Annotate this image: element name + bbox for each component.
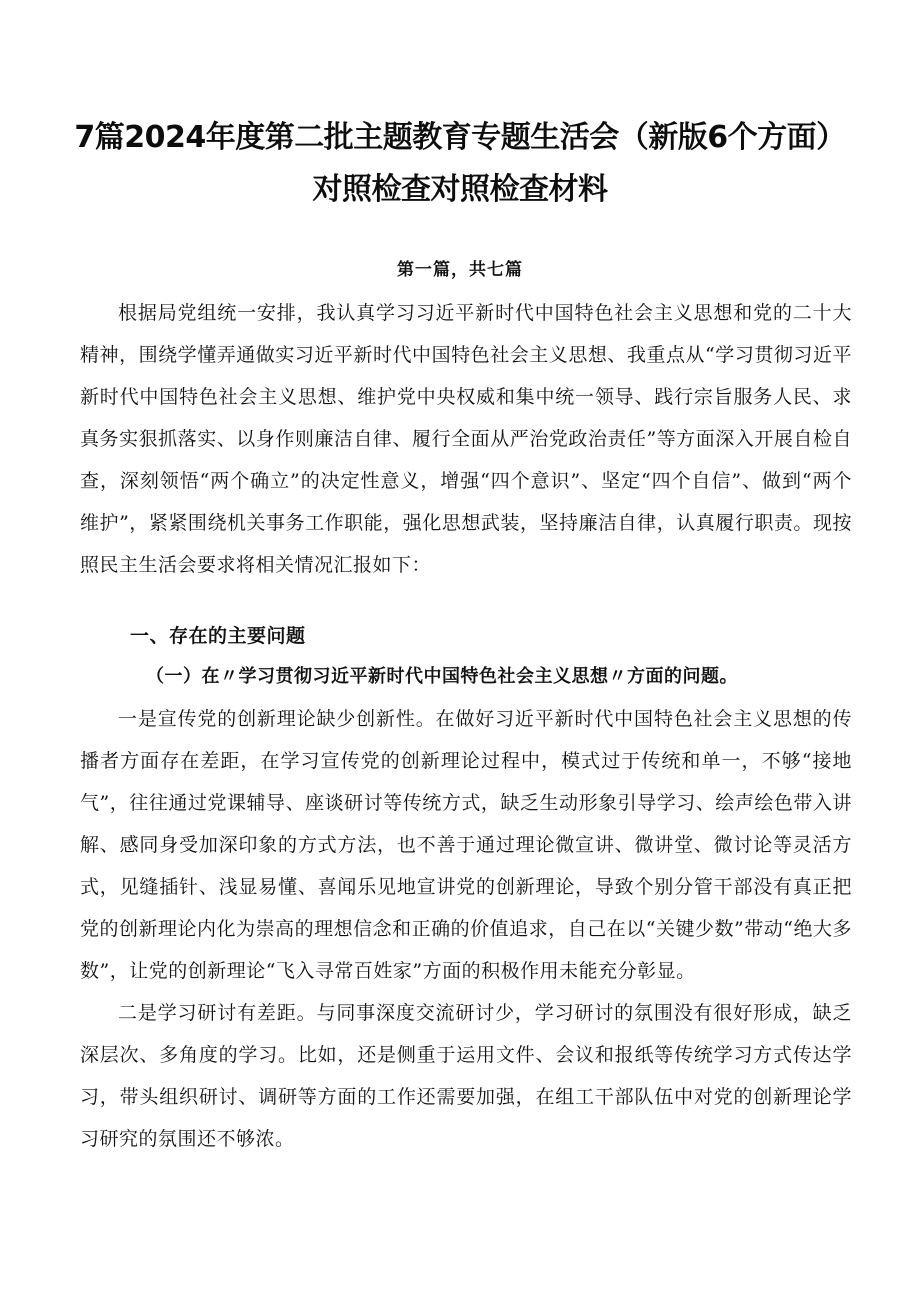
document-subtitle: 第一篇，共七篇 [397,260,523,280]
paragraph-2: 二是学习研讨有差距。与同事深度交流研讨少，学习研讨的氛围没有很好形成，缺乏深层次、多角度的学习。比如，还是侧重于运用文件、会议和报纸等传统学习方式传达学习，带头组织研讨、调研等方面的工作还需要加强，在组工干部队伍中对党的创新理论学习研究的氛围还不够浓。 [80,1002,852,1150]
body-block [80,698,852,1160]
sub-heading: （一）在〃学习贯彻习近平新时代中国特色社会主义思想〃方面的问题。 [146,666,738,687]
section-heading: 一、存在的主要问题 [130,625,306,647]
paragraph-1: 一是宣传党的创新理论缺少创新性。在做好习近平新时代中国特色社会主义思想的传播者方面存在差距，在学习宣传党的创新理论过程中，模式过于传统和单一，不够“接地气”，往往通过党课辅导、座谈研讨等传统方式，缺乏生动形象引导学习、绘声绘色带入讲解、感同身受加深印象的方式方法，也不善于通过理论微宣讲、微讲堂、微讨论等灵活方式，见缝插针、浅显易懂、喜闻乐见地宣讲党的创新理论，导致个别分管干部没有真正把党的创新理论内化为崇高的理想信念和正确的价值追求，自己在以“关键少数”带动“绝大多数”，让党的创新理论“飞入寻常百姓家”方面的积极作用未能充分彰显。 [80,708,852,982]
intro-paragraph: 根据局党组统一安排，我认真学习习近平新时代中国特色社会主义思想和党的二十大精神，围绕学懂弄通做实习近平新时代中国特色社会主义思想、我重点从“学习贯彻习近平新时代中国特色社会主义思想、维护党中央权威和集中统一领导、践行宗旨服务人民、求真务实狠抓落实、以身作则廉洁自律、履行全面从严治党政治责任”等方面深入开展自检自查，深刻领悟“两个确立”的决定性意义，增强“四个意识”、坚定“四个自信”、做到“两个维护”，紧紧围绕机关事务工作职能，强化思想武装，坚持廉洁自律，认真履行职责。现按照民主生活会要求将相关情况汇报如下： [80,302,852,576]
document-title: 7篇2024年度第二批主题教育专题生活会（新版6个方面）对照检查对照检查材料 [74,120,846,207]
intro-block [80,292,852,586]
